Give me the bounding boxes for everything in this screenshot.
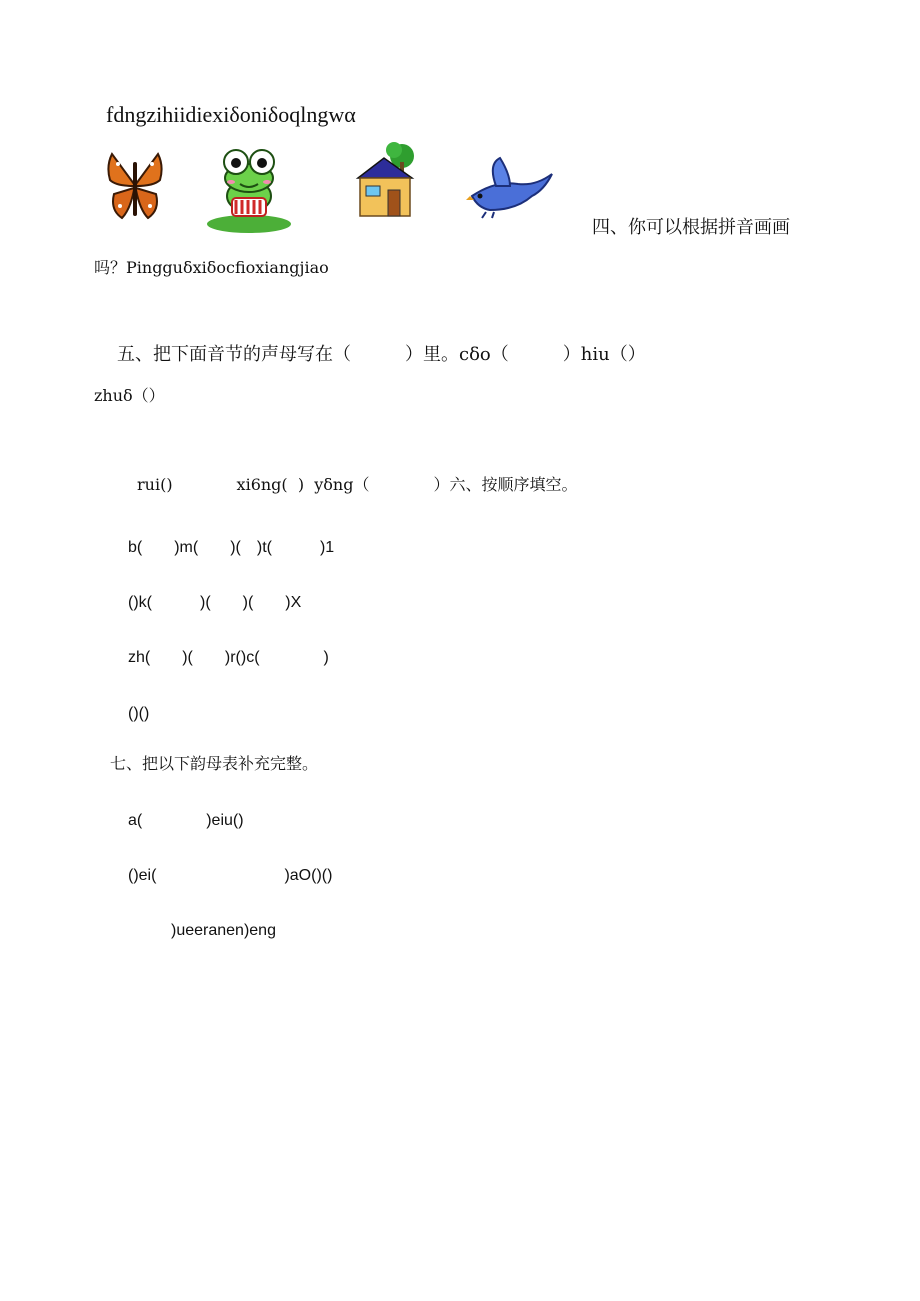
question-4-continuation: 吗？Pingguδxiδocfioxiangjiao bbox=[94, 258, 329, 277]
question-7-row-3: )ueeranen)eng bbox=[171, 922, 276, 939]
question-7-title: 七、把以下韵母表补充完整。 bbox=[110, 754, 319, 773]
bird-icon bbox=[466, 158, 552, 218]
question-5-text: 五、把下面音节的声母写在（ ）里。cδo（ ）hiu（） bbox=[117, 344, 646, 365]
house-picture bbox=[354, 142, 418, 222]
bird-picture bbox=[466, 156, 558, 220]
question-7-row-2: ()ei( )aO()() bbox=[128, 867, 333, 884]
question-5-line-2: zhuδ（） bbox=[94, 386, 165, 405]
frog-icon bbox=[207, 150, 291, 233]
butterfly-icon bbox=[108, 154, 161, 218]
pinyin-title: fdngzihiidiexiδoniδoqlngwα bbox=[106, 102, 356, 127]
question-5-line-3: rui() xi6ng( ) yδng（ ）六、按顺序填空。 bbox=[137, 475, 578, 494]
question-6-row-3: zh( )( )r()c( ) bbox=[128, 649, 329, 666]
house-icon bbox=[358, 142, 414, 216]
question-6-row-1: b( )m( )( )t( )1 bbox=[128, 539, 335, 556]
question-4-text: 四、你可以根据拼音画画 bbox=[592, 217, 790, 238]
question-6-row-2: ()k( )( )( )X bbox=[128, 594, 302, 611]
question-7-row-1: a( )eiu() bbox=[128, 812, 244, 829]
butterfly-picture bbox=[106, 148, 164, 224]
frog-picture bbox=[204, 144, 294, 234]
question-6-row-4: ()() bbox=[128, 705, 150, 722]
